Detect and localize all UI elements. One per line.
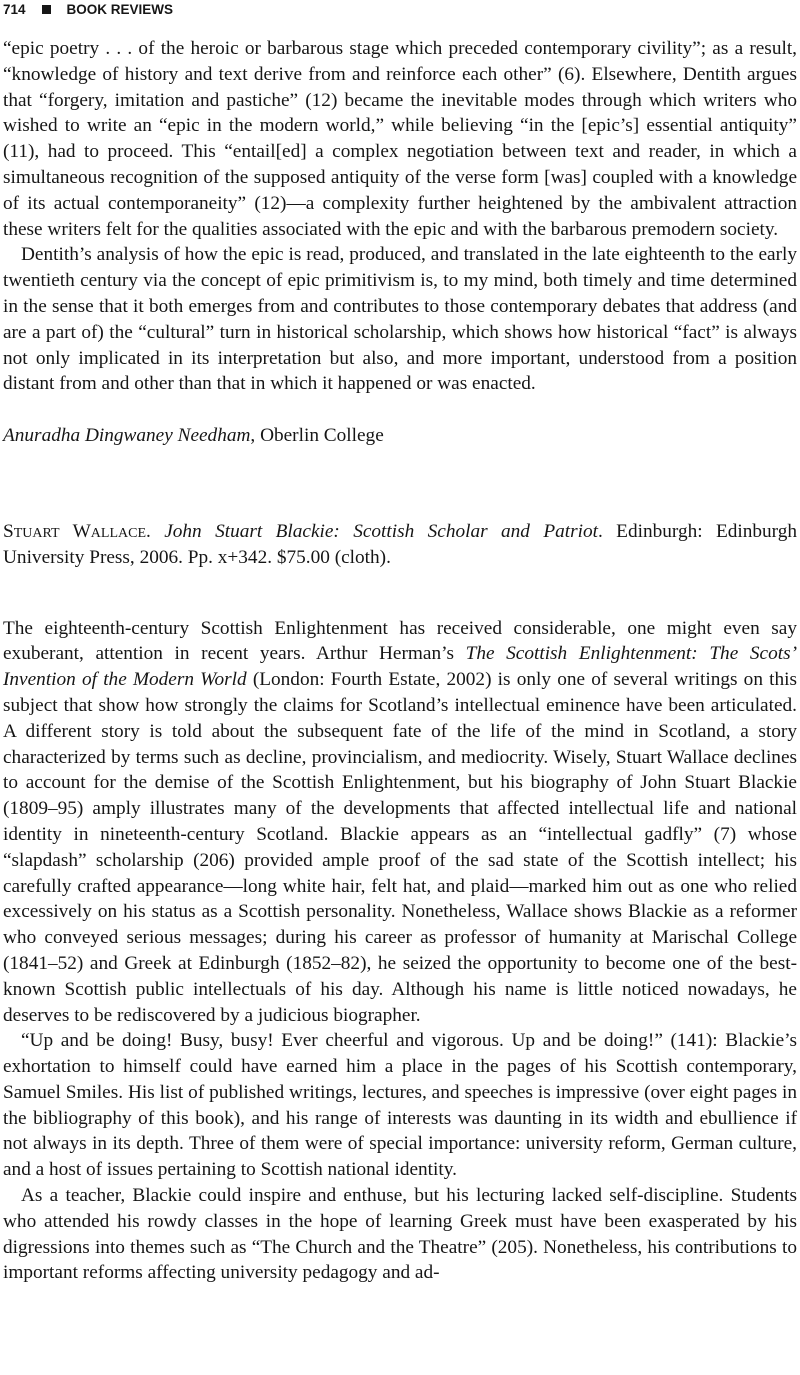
book-author: Stuart Wallace. bbox=[3, 520, 151, 542]
prev-review-paragraph-1: “epic poetry . . . of the heroic or barbarous stage which preceded contemporary civility”; as a result, “knowledge of history and text derive from and reinforce each other” (6). Elsewhere, Dentith argues that “forgery, imitation and pastiche” (12) became the inevitable modes through which writers who wished to write an “epic in the modern world,” while believing “in the [epic’s] essential antiquity” (11), had to proceed. This “entail[ed] a complex negotiation between text and reader, in which a simultaneous recognition of the supposed antiquity of the verse form [was] coupled with a knowledge of its actual contemporaneity” (12)—a complexity further heightened by the ambivalent attraction these writers felt for the qualities associated with the epic and with the barbarous premodern society. bbox=[3, 38, 797, 240]
page-body bbox=[3, 36, 797, 1286]
prev-review-paragraph-2: Dentith’s analysis of how the epic is read, produced, and translated in the late eighteenth to the early twentieth century via the concept of epic primitivism is, to my mind, both timely and time determined in the sense that it both emerges from and contributes to those contemporary debates that address (and are a part of) the “cultural” turn in historical scholarship, which shows how historical “fact” is always not only implicated in its interpretation but also, and more important, understood from a position distant from and other than that in which it happened or was enacted. bbox=[3, 244, 797, 395]
book-citation bbox=[3, 519, 797, 571]
review-paragraph-2: “Up and be doing! Busy, busy! Ever cheerful and vigorous. Up and be doing!” (141): Blackie’s exhortation to himself could have earned him a place in the pages of his Scottish contemporary, Samuel Smiles. His list of published writings, lectures, and speeches is impressive (over eight pages in the bibliography of this book), and his range of interests was daunting in its width and ebullience if not always in its depth. Three of them were of special importance: university reform, German culture, and a host of issues pertaining to Scottish national identity. bbox=[3, 1030, 797, 1181]
reviewer-name: Anuradha Dingwaney Needham bbox=[3, 425, 251, 447]
section-title: BOOK REVIEWS bbox=[66, 1, 174, 17]
reviewer-affiliation: , Oberlin College bbox=[250, 425, 384, 447]
book-title: John Stuart Blackie: Scottish Scholar and Patriot bbox=[164, 520, 598, 542]
review-paragraph-3: As a teacher, Blackie could inspire and enthuse, but his lecturing lacked self-discipline. Students who attended his rowdy classes in the hope of learning Greek must have been exasperated by his digressions into themes such as “The Church and the Theatre” (205). Nonetheless, his contributions to important reforms affecting university pedagogy and ad- bbox=[3, 1185, 797, 1284]
page-number: 714 bbox=[3, 1, 26, 17]
cited-work-title: The Scottish Enlightenment: The Scots’ Invention of the Modern World bbox=[3, 643, 797, 691]
book-details: . Edinburgh: Edinburgh University Press, 2006. Pp. x+342. $75.00 (cloth). bbox=[3, 520, 798, 568]
review-paragraph-1: The eighteenth-century Scottish Enlightenment has received considerable, one might even say exuberant, attention in recent years. Arthur Herman’s The Scottish Enlightenment: The Scots’ Invention of the Modern World (London: Fourth Estate, 2002) is only one of several writings on this subject that show how strongly the claims for Scotland’s intellectual eminence have been articulated. A different story is told about the subsequent fate of the life of the mind in Scotland, a story characterized by terms such as decline, provincialism, and mediocrity. Wisely, Stuart Wallace declines to account for the demise of the Scottish Enlightenment, but his biography of John Stuart Blackie (1809–95) amply illustrates many of the developments that affected intellectual life and national identity in nineteenth-century Scotland. Blackie appears as an “intellectual gadfly” (7) whose “slapdash” scholarship (206) provided ample proof of the sad state of the Scottish intellect; his carefully crafted appearance—long white hair, felt hat, and plaid—marked him out as one who relied excessively on his status as a Scottish personality. Nonetheless, Wallace shows Blackie as a reformer who conveyed serious messages; during his career as professor of humanity at Marischal College (1841–52) and Greek at Edinburgh (1852–82), he seized the opportunity to become one of the best-known Scottish public intellectuals of his day. Although his name is little noticed nowadays, he deserves to be rediscovered by a judicious biographer. bbox=[3, 617, 798, 1026]
running-header bbox=[3, 0, 173, 18]
reviewer-signature bbox=[3, 423, 797, 449]
square-bullet-icon bbox=[42, 5, 51, 14]
